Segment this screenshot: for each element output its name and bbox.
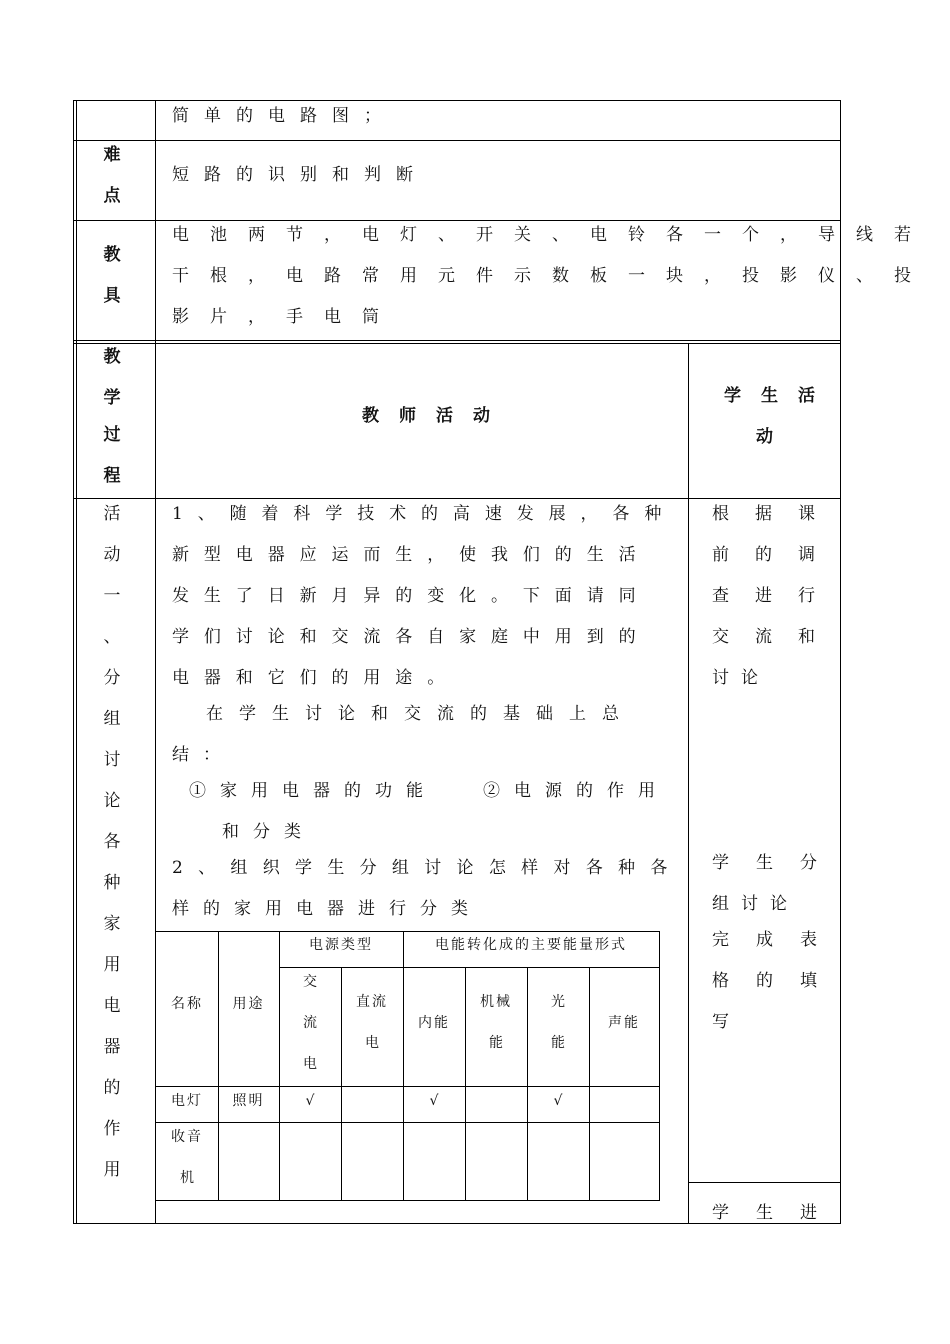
activity-char-16: 作 xyxy=(103,1119,121,1139)
activity-char-6: 组 xyxy=(103,709,121,729)
header-use: 用途 xyxy=(232,996,265,1012)
row1-light-check: √ xyxy=(553,1093,563,1109)
header-dc-2: 电 xyxy=(365,1035,379,1051)
teacher-p2-line-1: 在学生讨论和交流的基础上总 xyxy=(206,704,635,724)
header-heat: 内能 xyxy=(418,1015,450,1031)
tools-line-2 xyxy=(172,266,932,286)
header-light-2: 能 xyxy=(551,1035,565,1051)
key-point-tail-text: 简单的电路图； xyxy=(172,106,396,126)
teacher-p1-line-1: 1、随着科学技术的高速发展，各种 xyxy=(172,504,677,524)
label-column-line xyxy=(155,100,156,1224)
outer-left-line-double xyxy=(76,100,77,1224)
header-energy-form: 电能转化成的主要能量形式 xyxy=(435,937,627,953)
activity-char-13: 电 xyxy=(103,996,121,1016)
student-s1-line-4-text: 交流和 xyxy=(712,627,841,647)
student-s2-line-3: 完成表 xyxy=(712,930,844,950)
student-s2-line-5: 写 xyxy=(712,1012,744,1032)
teacher-item-2-cont: 和分类 xyxy=(222,822,315,842)
inner-v-7 xyxy=(589,967,590,1201)
inner-bottom xyxy=(156,1200,659,1201)
teacher-p3-line-1: 2、组织学生分组讨论怎样对各种各 xyxy=(172,858,683,878)
header-ac-1: 交 xyxy=(303,974,317,990)
activity-char-17: 用 xyxy=(103,1160,121,1180)
header-ac-3: 电 xyxy=(303,1056,317,1072)
teacher-p1-line-5: 电器和它们的用途。 xyxy=(172,668,460,688)
header-dc-1: 直流 xyxy=(356,994,388,1010)
activity-char-15: 的 xyxy=(103,1078,121,1098)
activity-char-14: 器 xyxy=(103,1037,121,1057)
row1-name: 电灯 xyxy=(171,1093,203,1109)
student-s1-line-2 xyxy=(712,545,841,565)
student-s2-line-4: 格的填 xyxy=(712,971,844,991)
outer-top-line xyxy=(73,100,841,101)
difficulty-label-1: 难 xyxy=(103,145,121,165)
student-activity-header-2: 动 xyxy=(756,427,788,447)
activity-char-10: 种 xyxy=(103,873,121,893)
tools-line-3: 影片，手电筒 xyxy=(172,307,400,327)
student-s1-line-4 xyxy=(712,627,841,647)
teacher-p1-line-4: 学们讨论和交流各自家庭中用到的 xyxy=(172,627,651,647)
row2-name-1: 收音 xyxy=(171,1129,203,1145)
activity-char-5: 分 xyxy=(103,668,121,688)
teacher-item-2: ②电源的作用 xyxy=(483,781,669,801)
outer-bottom-line xyxy=(73,1223,841,1224)
tools-line-2-text: 干根，电路常用元件示数板一块，投影仪、投 xyxy=(172,266,932,286)
student-s1-line-2-text: 前的调 xyxy=(712,545,841,565)
teacher-p1-line-2: 新型电器应运而生，使我们的生活 xyxy=(172,545,651,565)
inner-top xyxy=(156,931,659,932)
tools-label-1: 教 xyxy=(103,245,121,265)
student-s2-line-2: 组讨论 xyxy=(712,894,799,914)
row1-use: 照明 xyxy=(232,1093,265,1109)
activity-char-8: 论 xyxy=(103,791,121,811)
teacher-p2-line-2: 结： xyxy=(172,745,234,765)
student-s1-line-5: 讨论 xyxy=(712,668,770,688)
process-label-1: 教 xyxy=(103,347,121,367)
process-label-2: 学 xyxy=(103,388,121,408)
tools-label-2: 具 xyxy=(103,286,121,306)
teacher-p1-line-3: 发生了日新月异的变化。下面请同 xyxy=(172,586,651,606)
row-line-1 xyxy=(73,140,841,141)
student-column-line xyxy=(688,343,689,1224)
header-mech-1: 机械 xyxy=(480,994,512,1010)
outer-left-line xyxy=(73,100,74,1224)
student-s2-line-1: 学生分 xyxy=(712,853,844,873)
activity-char-4: 、 xyxy=(103,627,121,647)
activity-char-12: 用 xyxy=(103,955,121,975)
teacher-activity-header: 教师活动 xyxy=(362,406,510,426)
row1-heat-check: √ xyxy=(429,1093,439,1109)
student-s1-line-3-text: 查进行 xyxy=(712,586,841,606)
teacher-item-1: ①家用电器的功能 xyxy=(189,781,437,801)
inner-sub-header xyxy=(279,967,659,968)
process-label-4: 程 xyxy=(103,466,121,486)
student-s1-line-1 xyxy=(712,504,841,524)
activity-char-7: 讨 xyxy=(103,750,121,770)
difficulty-text: 短路的识别和判断 xyxy=(172,165,428,185)
header-name: 名称 xyxy=(171,996,203,1012)
row1-ac-check: √ xyxy=(305,1093,315,1109)
student-s1-line-1-text: 根据课 xyxy=(712,504,841,524)
tools-line-1 xyxy=(172,225,932,245)
student-s3-line: 学生进 xyxy=(712,1203,844,1223)
inner-header-bottom xyxy=(156,1086,659,1087)
row-line-3b xyxy=(73,343,841,344)
difficulty-label-2: 点 xyxy=(103,186,121,206)
inner-v-1 xyxy=(218,931,219,1201)
header-sound: 声能 xyxy=(608,1015,640,1031)
tools-line-1-text: 电池两节，电灯、开关、电铃各一个，导线若 xyxy=(172,225,932,245)
activity-char-1: 活 xyxy=(103,504,121,524)
activity-char-11: 家 xyxy=(103,914,121,934)
row-line-4 xyxy=(73,498,841,499)
activity-char-3: 一 xyxy=(103,586,121,606)
activity-char-9: 各 xyxy=(103,832,121,852)
row2-name-2: 机 xyxy=(180,1170,194,1186)
row-line-3 xyxy=(73,340,841,341)
header-ac-2: 流 xyxy=(303,1015,317,1031)
student-s1-line-3 xyxy=(712,586,841,606)
inner-row1-bottom xyxy=(156,1122,659,1123)
student-activity-header-1: 学生活 xyxy=(724,386,835,406)
process-label-3: 过 xyxy=(103,425,121,445)
student-row-line xyxy=(688,1182,841,1183)
inner-v-4 xyxy=(403,931,404,1201)
header-mech-2: 能 xyxy=(489,1035,503,1051)
header-power-source: 电源类型 xyxy=(309,937,373,953)
header-light-1: 光 xyxy=(551,994,565,1010)
teacher-p3-line-2: 样的家用电器进行分类 xyxy=(172,899,482,919)
row-line-2 xyxy=(73,220,841,221)
activity-char-2: 动 xyxy=(103,545,121,565)
inner-v-8 xyxy=(659,931,660,1201)
